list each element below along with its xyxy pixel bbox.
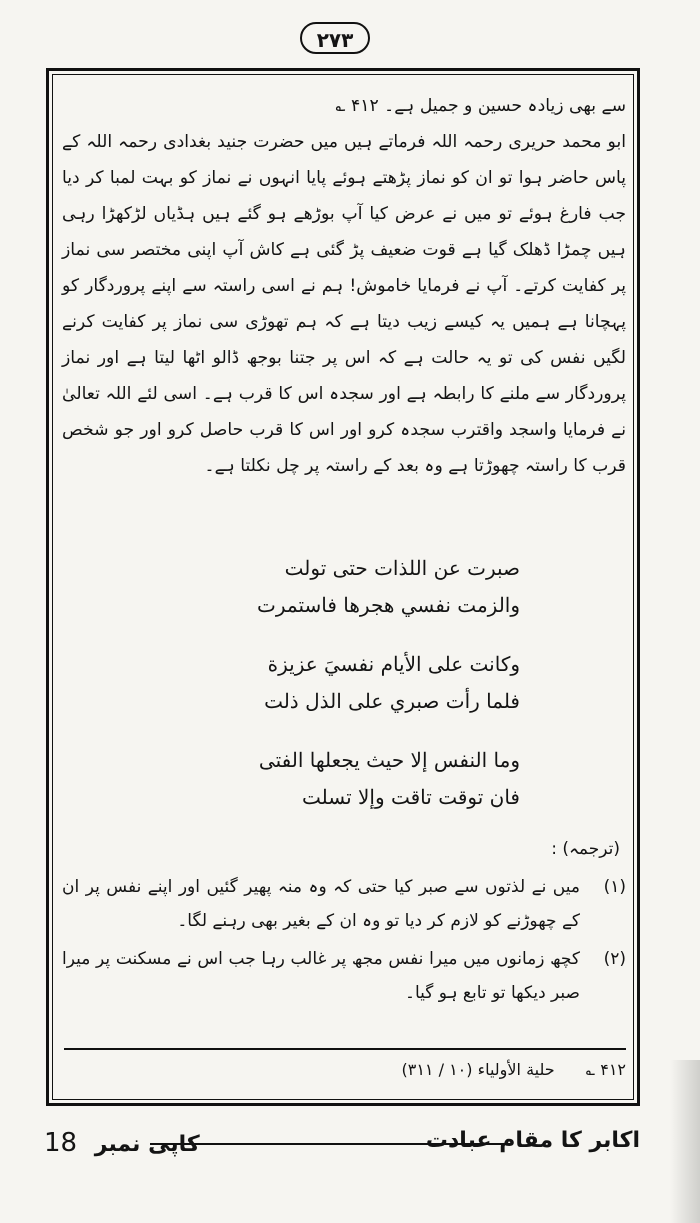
- footnote-text: حلية الأولياء (۱۰ / ۳۱۱): [401, 1060, 555, 1079]
- translation-text: کچھ زمانوں میں میرا نفس مجھ پر غالب رہا جب اس نے مسکنت پر میرا صبر دیکھا تو تابع ہو گیا۔: [62, 949, 580, 1003]
- verse: فلما رأت صبري على الذل ذلت: [264, 689, 520, 713]
- couplet: [180, 550, 520, 624]
- footnote-number: ۴۱۲ ؎: [585, 1060, 626, 1079]
- translation-number: (۱): [603, 877, 626, 897]
- translation-item: [62, 942, 626, 1010]
- copy-number-block: [44, 1128, 200, 1158]
- couplet: [180, 742, 520, 816]
- paragraph: ابو محمد حریری رحمہ اللہ فرماتے ہیں میں حضرت جنید بغدادی رحمہ اللہ کے پاس حاضر ہوا تو ان کو نماز پڑھتے ہوئے پایا انہوں نے نماز کو بہت لمبا کر دیا جب فارغ ہوئے تو میں نے عرض کیا آپ بوڑھے ہو گئے ہیں ہڈیاں لڑکھڑا رہی ہیں چمڑا ڈھلک گیا ہے قوت ضعیف پڑ گئی ہے کاش آپ اپنی مختصر سی نماز پر کفایت کرتے۔ آپ نے فرمایا خاموش! ہم نے اسی راستہ سے اپنے پروردگار کو پہچانا ہے ہمیں یہ کیسے زیب دیتا ہے کہ ہم تھوڑی سی نماز پر کفایت کرنے لگیں نفس کی تو یہ حالت ہے کہ اس پر جتنا بوجھ ڈالو اٹھا لیتا ہے اور نماز پروردگار سے ملنے کا رابطہ ہے اور سجدہ اس کا قرب ہے۔ اسی لئے اللہ تعالیٰ نے فرمایا واسجد واقترب سجدہ کرو اور اس کا قرب حاصل کرو اور جو شخص قرب کا راستہ چھوڑتا ہے وہ بعد کے راستہ پر چل نکلتا ہے۔: [62, 132, 626, 476]
- paragraph: سے بھی زیادہ حسین و جمیل ہے۔ ۴۱۲ ؎: [335, 96, 626, 116]
- scan-edge-shadow: [670, 1060, 700, 1223]
- verse: وما النفس إلا حيث يجعلها الفتى: [258, 748, 520, 772]
- footer-divider: [150, 1143, 510, 1145]
- translation-heading: (ترجمہ) :: [551, 839, 620, 859]
- translation-text: میں نے لذتوں سے صبر کیا حتی کہ وہ منہ پھیر گئیں اور اپنے نفس پر ان کے چھوڑنے کو لازم کر دیا تو وہ ان کے بغیر بھی رہنے لگا۔: [62, 877, 580, 931]
- footnote-divider: [64, 1048, 626, 1050]
- page-number: ۲۷۳: [300, 22, 370, 54]
- verse: وكانت على الأيام نفسيَ عزيزة: [267, 652, 520, 676]
- couplet: [180, 646, 520, 720]
- verse: والزمت نفسي هجرها فاستمرت: [257, 593, 520, 617]
- copy-number: 18: [44, 1128, 78, 1158]
- copy-label: کاپی نمبر: [94, 1132, 200, 1157]
- translation-item: [62, 870, 626, 938]
- footnote: [62, 1056, 626, 1084]
- arabic-poetry: [180, 550, 520, 838]
- verse: صبرت عن اللذات حتى تولت: [284, 556, 520, 580]
- translation-number: (۲): [603, 949, 626, 969]
- translation-list: [62, 870, 626, 1014]
- verse: فان توقت تاقت وإلا تسلت: [301, 785, 520, 809]
- main-text: [62, 88, 626, 484]
- book-title: اکابر کا مقام عبادت: [425, 1128, 640, 1153]
